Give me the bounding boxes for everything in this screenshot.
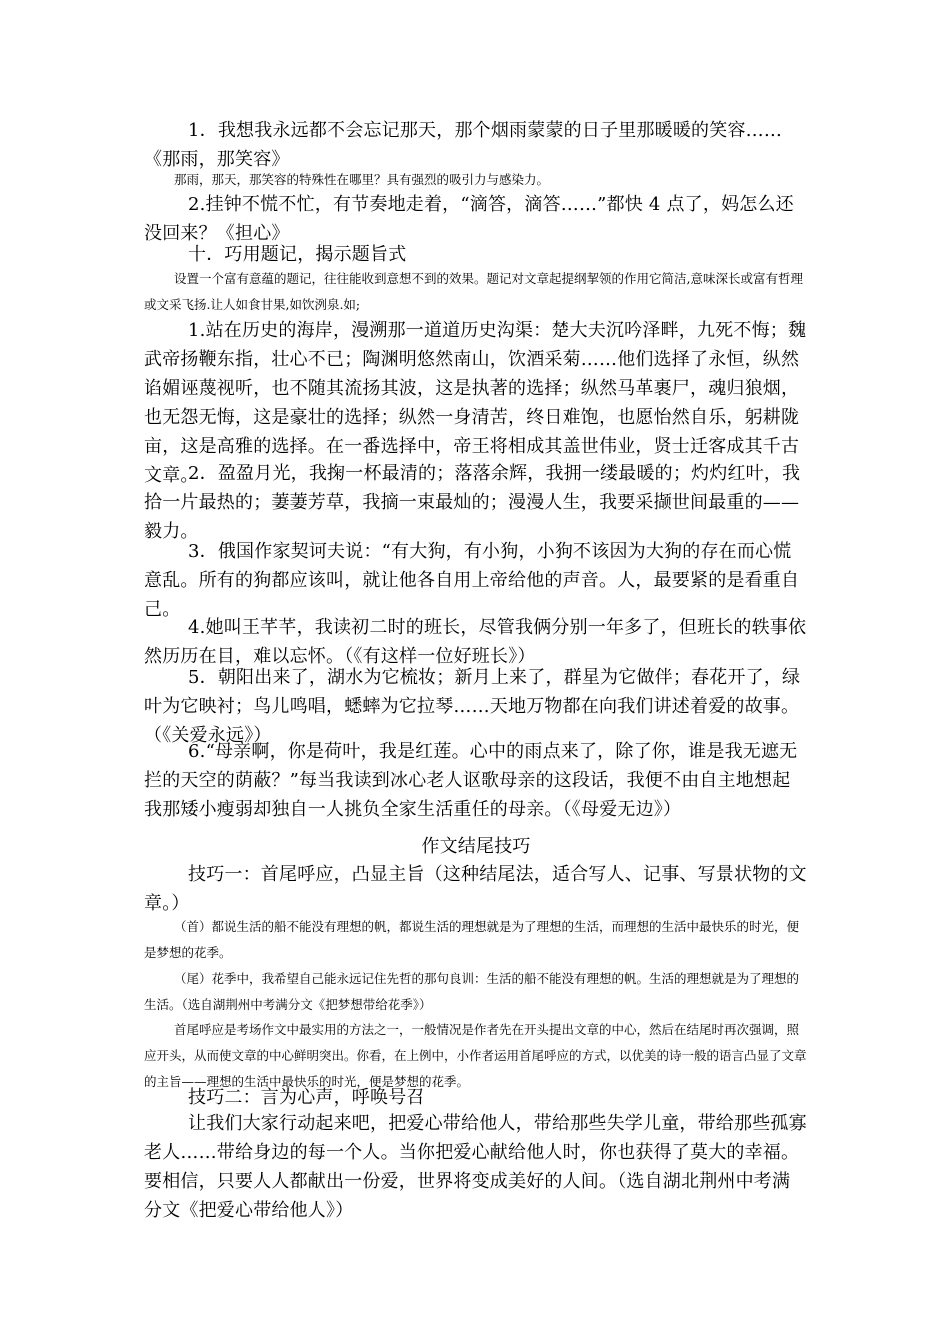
example-paragraph-4: 2．盈盈月光，我掬一杯最清的；落落余辉，我拥一缕最暖的；灼灼红叶，我拾一片最热的；萋萋芳草，我摘一束最灿的；漫漫人生，我要采撷世间最重的——毅力。 [144, 463, 801, 542]
technique-1-example-head: （首）都说生活的船不能没有理想的帆，都说生活的理想就是为了理想的生活，而理想的生活中最快乐的时光，便是梦想的花季。 [144, 919, 800, 960]
example-paragraph-8: 6.“母亲啊，你是荷叶，我是红莲。心中的雨点来了，除了你，谁是我无遮无拦的天空的荫蔽？”每当我读到冰心老人讴歌母亲的这段话，我便不由自主地想起我那矮小瘦弱却独自一人挑负全家生活重任的母亲。（《母爱无边》） [144, 741, 798, 820]
section-heading: 十．巧用题记，揭示题旨式 [188, 244, 407, 265]
example-paragraph-3: 1.站在历史的海岸，漫溯那一道道历史沟渠：楚大夫沉吟泽畔，九死不悔；魏武帝扬鞭东指，壮心不已；陶渊明悠然南山，饮酒采菊……他们选择了永恒，纵然谄媚诬蔑视听，也不随其流扬其波，这是执著的选择；纵然马革裹尸，魂归狼烟，也无怨无悔，这是豪壮的选择；纵然一身清苦，终日难饱，也愿怡然自乐，躬耕陇亩，这是高雅的选择。在一番选择中，帝王将相成其盖世伟业，贤士迁客成其千古文章。 [144, 320, 807, 486]
technique-2-example: 让我们大家行动起来吧，把爱心带给他人，带给那些失学儿童，带给那些孤寡老人……带给身边的每一个人。当你把爱心献给他人时，你也获得了莫大的幸福。要相信，只要人人都献出一份爱，世界将变成美好的人间。（选自湖北荆州中考满分文《把爱心带给他人》） [144, 1113, 807, 1221]
technique-2-heading: 技巧二：言为心声，呼唤号召 [188, 1087, 425, 1108]
technique-1-heading: 技巧一：首尾呼应，凸显主旨（这种结尾法，适合写人、记事、写景状物的文章。） [144, 864, 807, 914]
section-intro: 设置一个富有意蕴的题记，往往能收到意想不到的效果。题记对文章起提纲挈领的作用它简洁,意味深长或富有哲理或文采飞扬.让人如食甘果,如饮洌泉.如; [144, 271, 803, 312]
example-paragraph-1: 1．我想我永远都不会忘记那天，那个烟雨蒙蒙的日子里那暖暖的笑容……《那雨，那笑容》 [144, 120, 783, 170]
technique-1-example-tail: （尾）花季中，我希望自己能永远记住先哲的那句良训：生活的船不能没有理想的帆。生活的理想就是为了理想的生活。（选自湖荆州中考满分文《把梦想带给花季》） [144, 971, 800, 1012]
example-paragraph-5: 3．俄国作家契诃夫说：“有大狗，有小狗，小狗不该因为大狗的存在而心慌意乱。所有的狗都应该叫，就让他各自用上帝给他的声音。人，最要紧的是看重自己。 [144, 541, 800, 620]
page-subtitle: 作文结尾技巧 [421, 836, 531, 857]
example-paragraph-6: 4.她叫王芊芊，我读初二时的班长，尽管我俩分别一年多了，但班长的轶事依然历历在目，难以忘怀。（《有这样一位好班长》） [144, 617, 807, 667]
comment-paragraph: 那雨，那天，那笑容的特殊性在哪里？具有强烈的吸引力与感染力。 [174, 172, 550, 187]
technique-1-explanation: 首尾呼应是考场作文中最实用的方法之一，一般情况是作者先在开头提出文章的中心，然后在结尾时再次强调，照应开头，从而使文章的中心鲜明突出。你看，在上例中，小作者运用首尾呼应的方式，以优美的诗一般的语言凸显了文章的主旨——理想的生活中最快乐的时光，便是梦想的花季。 [144, 1022, 807, 1089]
example-paragraph-7: 5．朝阳出来了，湖水为它梳妆；新月上来了，群星为它做伴；春花开了，绿叶为它映衬；鸟儿鸣唱，蟋蟀为它拉琴……天地万物都在向我们讲述着爱的故事。（《关爱永远》） [144, 667, 801, 746]
example-paragraph-2: 2.挂钟不慌不忙，有节奏地走着，“滴答，滴答……”都快 4 点了，妈怎么还没回来？《担心》 [144, 194, 794, 244]
